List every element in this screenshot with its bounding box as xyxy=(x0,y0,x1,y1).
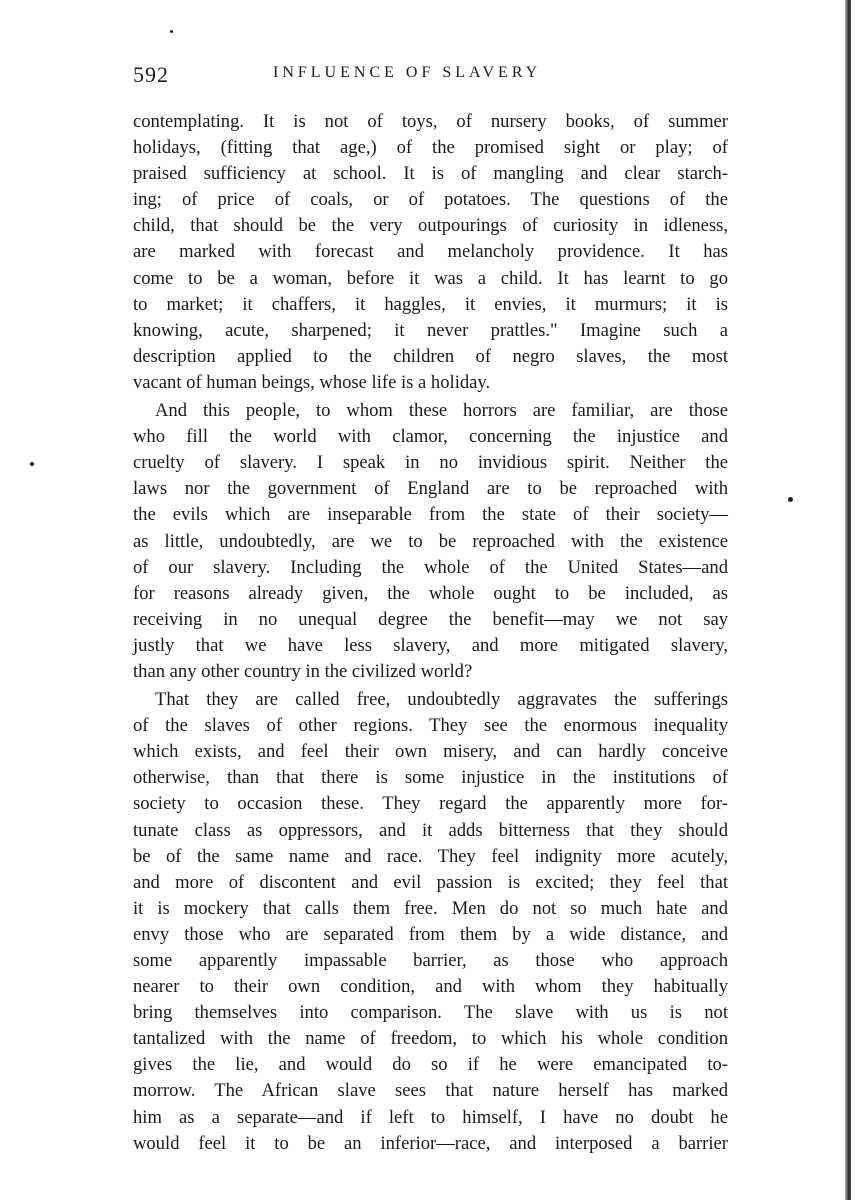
text-line: holidays, (fitting that age,) of the promised sight or play; of xyxy=(133,137,728,159)
scan-speck xyxy=(170,30,173,33)
text-line: tunate class as oppressors, and it adds bitterness that they should xyxy=(133,819,728,841)
text-line: bring themselves into comparison. The slave with us is not xyxy=(133,1002,728,1024)
text-line: the evils which are inseparable from the state of their society— xyxy=(133,504,728,526)
scan-edge-shadow xyxy=(845,0,851,1200)
text-line: come to be a woman, before it was a child. It has learnt to go xyxy=(133,267,728,289)
text-line: justly that we have less slavery, and more mitigated slavery, xyxy=(133,634,728,656)
text-line: who fill the world with clamor, concerning the injustice and xyxy=(133,426,728,448)
text-line: otherwise, than that there is some injustice in the institutions of xyxy=(133,767,728,789)
text-line: laws nor the government of England are to be reproached with xyxy=(133,478,728,500)
text-line: child, that should be the very outpourings of curiosity in idleness, xyxy=(133,215,728,237)
text-line: envy those who are separated from them by a wide distance, and xyxy=(133,923,728,945)
text-line: some apparently impassable barrier, as those who approach xyxy=(133,950,728,971)
text-line: praised sufficiency at school. It is of mangling and clear starch- xyxy=(133,163,728,185)
text-line: knowing, acute, sharpened; it never prattles." Imagine such a xyxy=(133,319,728,341)
text-line: are marked with forecast and melancholy providence. It has xyxy=(133,241,728,263)
text-line: for reasons already given, the whole ought to be included, as xyxy=(133,582,728,604)
paragraph-1 xyxy=(133,109,728,396)
paragraph-2 xyxy=(133,398,728,685)
text-line: of our slavery. Including the whole of the United States—and xyxy=(133,556,728,578)
text-line: society to occasion these. They regard the apparently more for- xyxy=(133,793,728,815)
text-line: as little, undoubtedly, are we to be reproached with the existence xyxy=(133,530,728,552)
text-line: description applied to the children of negro slaves, the most xyxy=(133,345,728,367)
text-line: ing; of price of coals, or of potatoes. The questions of the xyxy=(133,189,728,211)
scan-speck xyxy=(30,462,34,466)
running-head xyxy=(133,62,733,90)
text-line: contemplating. It is not of toys, of nursery books, of summer xyxy=(133,111,728,132)
text-line: would feel it to be an inferior—race, and interposed a barrier xyxy=(133,1132,728,1154)
text-line: to market; it chaffers, it haggles, it envies, it murmurs; it is xyxy=(133,293,728,315)
text-line: of the slaves of other regions. They see the enormous inequality xyxy=(133,715,728,737)
text-line: receiving in no unequal degree the benefit—may we not say xyxy=(133,608,728,630)
text-line: be of the same name and race. They feel indignity more acutely, xyxy=(133,845,728,867)
body-text xyxy=(133,109,728,1157)
text-line: it is mockery that calls them free. Men do not so much hate and xyxy=(133,897,728,919)
running-head-title: INFLUENCE OF SLAVERY xyxy=(273,64,542,81)
text-line: nearer to their own condition, and with whom they habitually xyxy=(133,976,728,998)
text-line: That they are called free, undoubtedly aggravates the sufferings xyxy=(155,689,728,711)
scan-speck xyxy=(788,497,793,502)
text-line: tantalized with the name of freedom, to which his whole condition xyxy=(133,1028,728,1050)
text-line: him as a separate—and if left to himself, I have no doubt he xyxy=(133,1106,728,1128)
text-line: and more of discontent and evil passion is excited; they feel that xyxy=(133,871,728,893)
text-line: gives the lie, and would do so if he were emancipated to- xyxy=(133,1054,728,1076)
text-line: morrow. The African slave sees that nature herself has marked xyxy=(133,1080,728,1102)
paragraph-3 xyxy=(133,687,728,1157)
page-number: 592 xyxy=(133,62,169,87)
text-line: which exists, and feel their own misery, and can hardly conceive xyxy=(133,741,728,763)
text-line: And this people, to whom these horrors are familiar, are those xyxy=(155,400,728,422)
text-line: than any other country in the civilized world? xyxy=(133,660,473,682)
text-line: cruelty of slavery. I speak in no invidious spirit. Neither the xyxy=(133,452,728,474)
text-line: vacant of human beings, whose life is a holiday. xyxy=(133,371,491,393)
